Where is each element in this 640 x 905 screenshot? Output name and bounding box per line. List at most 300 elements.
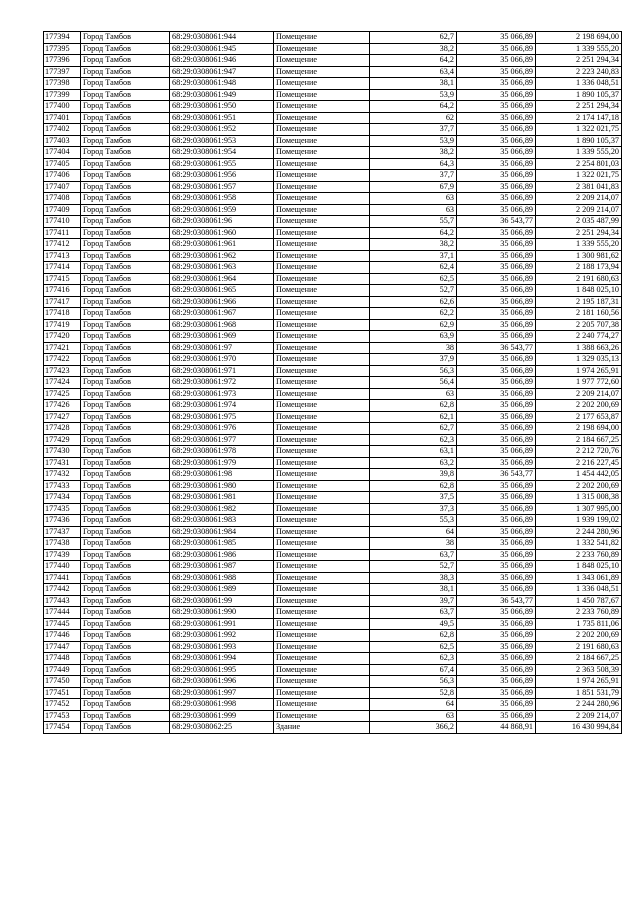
table-row (44, 515, 622, 527)
table-row (44, 308, 622, 320)
specific-value-cell: 35 066,89 (457, 526, 536, 538)
table-row (44, 710, 622, 722)
specific-value-cell: 44 868,91 (457, 722, 536, 734)
locality-cell: Город Тамбов (81, 112, 170, 124)
record-number-cell: 177420 (44, 331, 81, 343)
table-row (44, 158, 622, 170)
cadastral-number-cell: 68:29:0308061:961 (170, 239, 274, 251)
object-type-cell: Помещение (274, 354, 370, 366)
cadastral-number-cell: 68:29:0308061:977 (170, 434, 274, 446)
area-cell: 67,4 (370, 664, 457, 676)
specific-value-cell: 35 066,89 (457, 503, 536, 515)
locality-cell: Город Тамбов (81, 480, 170, 492)
area-cell: 63,4 (370, 66, 457, 78)
area-cell: 63,2 (370, 457, 457, 469)
object-type-cell: Помещение (274, 273, 370, 285)
cadastral-number-cell: 68:29:0308061:968 (170, 319, 274, 331)
table-row (44, 653, 622, 665)
record-number-cell: 177399 (44, 89, 81, 101)
cadastral-number-cell: 68:29:0308061:975 (170, 411, 274, 423)
object-type-cell: Помещение (274, 710, 370, 722)
record-number-cell: 177433 (44, 480, 81, 492)
specific-value-cell: 35 066,89 (457, 607, 536, 619)
area-cell: 62 (370, 112, 457, 124)
area-cell: 39,8 (370, 469, 457, 481)
locality-cell: Город Тамбов (81, 492, 170, 504)
area-cell: 63,7 (370, 549, 457, 561)
locality-cell: Город Тамбов (81, 204, 170, 216)
locality-cell: Город Тамбов (81, 549, 170, 561)
cadastral-number-cell: 68:29:0308061:96 (170, 216, 274, 228)
cadastral-value-cell: 2 251 294,34 (536, 227, 622, 239)
cadastral-number-cell: 68:29:0308061:983 (170, 515, 274, 527)
locality-cell: Город Тамбов (81, 78, 170, 90)
object-type-cell: Помещение (274, 561, 370, 573)
area-cell: 38,2 (370, 147, 457, 159)
cadastral-number-cell: 68:29:0308061:986 (170, 549, 274, 561)
object-type-cell: Помещение (274, 193, 370, 205)
object-type-cell: Помещение (274, 549, 370, 561)
object-type-cell: Помещение (274, 400, 370, 412)
table-row (44, 112, 622, 124)
object-type-cell: Помещение (274, 262, 370, 274)
locality-cell: Город Тамбов (81, 262, 170, 274)
object-type-cell: Помещение (274, 342, 370, 354)
record-number-cell: 177452 (44, 699, 81, 711)
cadastral-value-cell: 1 336 048,51 (536, 584, 622, 596)
cadastral-value-cell: 1 343 061,89 (536, 572, 622, 584)
table-row (44, 66, 622, 78)
area-cell: 55,3 (370, 515, 457, 527)
cadastral-value-cell: 2 251 294,34 (536, 55, 622, 67)
cadastral-number-cell: 68:29:0308061:980 (170, 480, 274, 492)
cadastral-value-cell: 1 450 787,67 (536, 595, 622, 607)
object-type-cell: Помещение (274, 331, 370, 343)
locality-cell: Город Тамбов (81, 273, 170, 285)
cadastral-number-cell: 68:29:0308061:981 (170, 492, 274, 504)
cadastral-number-cell: 68:29:0308061:956 (170, 170, 274, 182)
locality-cell: Город Тамбов (81, 354, 170, 366)
table-row (44, 135, 622, 147)
specific-value-cell: 35 066,89 (457, 193, 536, 205)
cadastral-number-cell: 68:29:0308061:990 (170, 607, 274, 619)
cadastral-number-cell: 68:29:0308061:960 (170, 227, 274, 239)
table-row (44, 273, 622, 285)
specific-value-cell: 35 066,89 (457, 78, 536, 90)
object-type-cell: Помещение (274, 308, 370, 320)
table-row (44, 607, 622, 619)
table-row (44, 446, 622, 458)
cadastral-number-cell: 68:29:0308061:987 (170, 561, 274, 573)
area-cell: 62,5 (370, 641, 457, 653)
locality-cell: Город Тамбов (81, 158, 170, 170)
specific-value-cell: 35 066,89 (457, 89, 536, 101)
locality-cell: Город Тамбов (81, 595, 170, 607)
area-cell: 62,7 (370, 32, 457, 44)
locality-cell: Город Тамбов (81, 664, 170, 676)
record-number-cell: 177405 (44, 158, 81, 170)
area-cell: 55,7 (370, 216, 457, 228)
record-number-cell: 177430 (44, 446, 81, 458)
locality-cell: Город Тамбов (81, 515, 170, 527)
locality-cell: Город Тамбов (81, 365, 170, 377)
area-cell: 62,8 (370, 630, 457, 642)
record-number-cell: 177437 (44, 526, 81, 538)
record-number-cell: 177451 (44, 687, 81, 699)
cadastral-number-cell: 68:29:0308061:967 (170, 308, 274, 320)
table-row (44, 147, 622, 159)
cadastral-value-cell: 2 209 214,07 (536, 193, 622, 205)
object-type-cell: Помещение (274, 388, 370, 400)
area-cell: 38,1 (370, 584, 457, 596)
specific-value-cell: 36 543,77 (457, 469, 536, 481)
specific-value-cell: 35 066,89 (457, 538, 536, 550)
cadastral-value-cell: 2 035 487,99 (536, 216, 622, 228)
cadastral-number-cell: 68:29:0308061:946 (170, 55, 274, 67)
cadastral-value-cell: 2 209 214,07 (536, 388, 622, 400)
object-type-cell: Помещение (274, 480, 370, 492)
specific-value-cell: 35 066,89 (457, 250, 536, 262)
object-type-cell: Помещение (274, 446, 370, 458)
cadastral-value-cell: 2 363 508,39 (536, 664, 622, 676)
specific-value-cell: 35 066,89 (457, 434, 536, 446)
specific-value-cell: 35 066,89 (457, 55, 536, 67)
specific-value-cell: 35 066,89 (457, 32, 536, 44)
cadastral-number-cell: 68:29:0308061:952 (170, 124, 274, 136)
cadastral-value-cell: 1 322 021,75 (536, 170, 622, 182)
specific-value-cell: 35 066,89 (457, 354, 536, 366)
object-type-cell: Помещение (274, 66, 370, 78)
cadastral-number-cell: 68:29:0308061:973 (170, 388, 274, 400)
object-type-cell: Здание (274, 722, 370, 734)
valuation-table-body (44, 32, 622, 734)
table-row (44, 595, 622, 607)
specific-value-cell: 35 066,89 (457, 377, 536, 389)
cadastral-value-cell: 2 195 187,31 (536, 296, 622, 308)
record-number-cell: 177422 (44, 354, 81, 366)
cadastral-value-cell: 1 974 265,91 (536, 676, 622, 688)
locality-cell: Город Тамбов (81, 124, 170, 136)
specific-value-cell: 35 066,89 (457, 618, 536, 630)
record-number-cell: 177443 (44, 595, 81, 607)
record-number-cell: 177435 (44, 503, 81, 515)
cadastral-value-cell: 2 223 240,83 (536, 66, 622, 78)
specific-value-cell: 35 066,89 (457, 561, 536, 573)
cadastral-value-cell: 1 339 555,20 (536, 239, 622, 251)
locality-cell: Город Тамбов (81, 32, 170, 44)
cadastral-number-cell: 68:29:0308061:992 (170, 630, 274, 642)
specific-value-cell: 35 066,89 (457, 147, 536, 159)
area-cell: 53,9 (370, 135, 457, 147)
record-number-cell: 177442 (44, 584, 81, 596)
cadastral-value-cell: 2 202 200,69 (536, 480, 622, 492)
cadastral-number-cell: 68:29:0308061:976 (170, 423, 274, 435)
locality-cell: Город Тамбов (81, 285, 170, 297)
area-cell: 37,1 (370, 250, 457, 262)
area-cell: 38,2 (370, 43, 457, 55)
cadastral-number-cell: 68:29:0308061:991 (170, 618, 274, 630)
cadastral-number-cell: 68:29:0308061:955 (170, 158, 274, 170)
cadastral-value-cell: 1 974 265,91 (536, 365, 622, 377)
object-type-cell: Помещение (274, 147, 370, 159)
specific-value-cell: 35 066,89 (457, 158, 536, 170)
specific-value-cell: 35 066,89 (457, 641, 536, 653)
record-number-cell: 177434 (44, 492, 81, 504)
area-cell: 64 (370, 699, 457, 711)
cadastral-value-cell: 2 216 227,45 (536, 457, 622, 469)
object-type-cell: Помещение (274, 377, 370, 389)
area-cell: 62,4 (370, 262, 457, 274)
area-cell: 38 (370, 342, 457, 354)
cadastral-value-cell: 2 209 214,07 (536, 710, 622, 722)
specific-value-cell: 35 066,89 (457, 285, 536, 297)
record-number-cell: 177408 (44, 193, 81, 205)
locality-cell: Город Тамбов (81, 250, 170, 262)
cadastral-number-cell: 68:29:0308061:965 (170, 285, 274, 297)
area-cell: 62,3 (370, 653, 457, 665)
record-number-cell: 177445 (44, 618, 81, 630)
cadastral-value-cell: 1 890 105,37 (536, 89, 622, 101)
locality-cell: Город Тамбов (81, 469, 170, 481)
cadastral-value-cell: 2 177 653,87 (536, 411, 622, 423)
area-cell: 62,3 (370, 434, 457, 446)
record-number-cell: 177410 (44, 216, 81, 228)
table-row (44, 503, 622, 515)
record-number-cell: 177401 (44, 112, 81, 124)
object-type-cell: Помещение (274, 526, 370, 538)
cadastral-number-cell: 68:29:0308061:945 (170, 43, 274, 55)
table-row (44, 239, 622, 251)
specific-value-cell: 35 066,89 (457, 457, 536, 469)
cadastral-number-cell: 68:29:0308061:948 (170, 78, 274, 90)
cadastral-number-cell: 68:29:0308062:25 (170, 722, 274, 734)
area-cell: 38,2 (370, 239, 457, 251)
cadastral-number-cell: 68:29:0308061:971 (170, 365, 274, 377)
cadastral-value-cell: 2 251 294,34 (536, 101, 622, 113)
cadastral-value-cell: 1 977 772,60 (536, 377, 622, 389)
object-type-cell: Помещение (274, 618, 370, 630)
record-number-cell: 177395 (44, 43, 81, 55)
cadastral-value-cell: 2 233 760,89 (536, 549, 622, 561)
locality-cell: Город Тамбов (81, 607, 170, 619)
locality-cell: Город Тамбов (81, 135, 170, 147)
object-type-cell: Помещение (274, 101, 370, 113)
object-type-cell: Помещение (274, 699, 370, 711)
specific-value-cell: 35 066,89 (457, 572, 536, 584)
object-type-cell: Помещение (274, 423, 370, 435)
table-row (44, 227, 622, 239)
locality-cell: Город Тамбов (81, 676, 170, 688)
cadastral-value-cell: 2 381 041,83 (536, 181, 622, 193)
object-type-cell: Помещение (274, 55, 370, 67)
cadastral-value-cell: 2 202 200,69 (536, 400, 622, 412)
cadastral-value-cell: 2 233 760,89 (536, 607, 622, 619)
cadastral-value-cell: 1 939 199,02 (536, 515, 622, 527)
object-type-cell: Помещение (274, 181, 370, 193)
table-row (44, 699, 622, 711)
table-row (44, 411, 622, 423)
cadastral-value-cell: 2 209 214,07 (536, 204, 622, 216)
table-row (44, 423, 622, 435)
table-row (44, 469, 622, 481)
table-row (44, 216, 622, 228)
table-row (44, 354, 622, 366)
record-number-cell: 177404 (44, 147, 81, 159)
cadastral-number-cell: 68:29:0308061:996 (170, 676, 274, 688)
specific-value-cell: 35 066,89 (457, 262, 536, 274)
object-type-cell: Помещение (274, 572, 370, 584)
record-number-cell: 177444 (44, 607, 81, 619)
specific-value-cell: 35 066,89 (457, 319, 536, 331)
cadastral-number-cell: 68:29:0308061:953 (170, 135, 274, 147)
object-type-cell: Помещение (274, 78, 370, 90)
record-number-cell: 177441 (44, 572, 81, 584)
specific-value-cell: 35 066,89 (457, 446, 536, 458)
area-cell: 62,9 (370, 319, 457, 331)
area-cell: 49,5 (370, 618, 457, 630)
cadastral-value-cell: 2 191 680,63 (536, 641, 622, 653)
object-type-cell: Помещение (274, 239, 370, 251)
area-cell: 37,5 (370, 492, 457, 504)
object-type-cell: Помещение (274, 411, 370, 423)
specific-value-cell: 35 066,89 (457, 699, 536, 711)
locality-cell: Город Тамбов (81, 216, 170, 228)
record-number-cell: 177413 (44, 250, 81, 262)
table-row (44, 676, 622, 688)
cadastral-number-cell: 68:29:0308061:982 (170, 503, 274, 515)
cadastral-number-cell: 68:29:0308061:949 (170, 89, 274, 101)
locality-cell: Город Тамбов (81, 101, 170, 113)
record-number-cell: 177429 (44, 434, 81, 446)
locality-cell: Город Тамбов (81, 239, 170, 251)
locality-cell: Город Тамбов (81, 193, 170, 205)
cadastral-number-cell: 68:29:0308061:98 (170, 469, 274, 481)
specific-value-cell: 35 066,89 (457, 181, 536, 193)
area-cell: 64,2 (370, 55, 457, 67)
locality-cell: Город Тамбов (81, 572, 170, 584)
record-number-cell: 177402 (44, 124, 81, 136)
locality-cell: Город Тамбов (81, 342, 170, 354)
record-number-cell: 177426 (44, 400, 81, 412)
record-number-cell: 177396 (44, 55, 81, 67)
area-cell: 62,7 (370, 423, 457, 435)
cadastral-number-cell: 68:29:0308061:963 (170, 262, 274, 274)
locality-cell: Город Тамбов (81, 296, 170, 308)
cadastral-number-cell: 68:29:0308061:972 (170, 377, 274, 389)
table-row (44, 296, 622, 308)
table-row (44, 526, 622, 538)
table-row (44, 101, 622, 113)
specific-value-cell: 35 066,89 (457, 239, 536, 251)
table-row (44, 262, 622, 274)
specific-value-cell: 35 066,89 (457, 400, 536, 412)
specific-value-cell: 35 066,89 (457, 331, 536, 343)
cadastral-number-cell: 68:29:0308061:970 (170, 354, 274, 366)
record-number-cell: 177398 (44, 78, 81, 90)
record-number-cell: 177418 (44, 308, 81, 320)
locality-cell: Город Тамбов (81, 687, 170, 699)
record-number-cell: 177411 (44, 227, 81, 239)
locality-cell: Город Тамбов (81, 446, 170, 458)
table-row (44, 630, 622, 642)
record-number-cell: 177439 (44, 549, 81, 561)
cadastral-number-cell: 68:29:0308061:954 (170, 147, 274, 159)
specific-value-cell: 35 066,89 (457, 549, 536, 561)
cadastral-number-cell: 68:29:0308061:999 (170, 710, 274, 722)
area-cell: 62,2 (370, 308, 457, 320)
area-cell: 366,2 (370, 722, 457, 734)
object-type-cell: Помещение (274, 630, 370, 642)
specific-value-cell: 36 543,77 (457, 595, 536, 607)
table-row (44, 365, 622, 377)
table-row (44, 664, 622, 676)
record-number-cell: 177425 (44, 388, 81, 400)
area-cell: 52,7 (370, 285, 457, 297)
area-cell: 53,9 (370, 89, 457, 101)
cadastral-number-cell: 68:29:0308061:989 (170, 584, 274, 596)
specific-value-cell: 35 066,89 (457, 687, 536, 699)
cadastral-value-cell: 1 339 555,20 (536, 147, 622, 159)
area-cell: 38,1 (370, 78, 457, 90)
area-cell: 64,3 (370, 158, 457, 170)
object-type-cell: Помещение (274, 158, 370, 170)
table-row (44, 538, 622, 550)
table-row (44, 250, 622, 262)
object-type-cell: Помещение (274, 250, 370, 262)
specific-value-cell: 36 543,77 (457, 216, 536, 228)
table-row (44, 561, 622, 573)
object-type-cell: Помещение (274, 492, 370, 504)
table-row (44, 400, 622, 412)
cadastral-number-cell: 68:29:0308061:958 (170, 193, 274, 205)
record-number-cell: 177419 (44, 319, 81, 331)
record-number-cell: 177428 (44, 423, 81, 435)
record-number-cell: 177412 (44, 239, 81, 251)
specific-value-cell: 35 066,89 (457, 411, 536, 423)
specific-value-cell: 36 543,77 (457, 342, 536, 354)
object-type-cell: Помещение (274, 687, 370, 699)
table-row (44, 480, 622, 492)
locality-cell: Город Тамбов (81, 699, 170, 711)
area-cell: 62,1 (370, 411, 457, 423)
cadastral-number-cell: 68:29:0308061:950 (170, 101, 274, 113)
object-type-cell: Помещение (274, 653, 370, 665)
table-row (44, 492, 622, 504)
cadastral-value-cell: 1 388 663,26 (536, 342, 622, 354)
locality-cell: Город Тамбов (81, 55, 170, 67)
cadastral-value-cell: 2 205 707,38 (536, 319, 622, 331)
object-type-cell: Помещение (274, 216, 370, 228)
cadastral-number-cell: 68:29:0308061:978 (170, 446, 274, 458)
table-row (44, 89, 622, 101)
record-number-cell: 177447 (44, 641, 81, 653)
cadastral-value-cell: 2 198 694,00 (536, 32, 622, 44)
table-row (44, 193, 622, 205)
object-type-cell: Помещение (274, 365, 370, 377)
cadastral-value-cell: 1 851 531,79 (536, 687, 622, 699)
record-number-cell: 177416 (44, 285, 81, 297)
table-row (44, 43, 622, 55)
record-number-cell: 177450 (44, 676, 81, 688)
record-number-cell: 177431 (44, 457, 81, 469)
cadastral-value-cell: 1 339 555,20 (536, 43, 622, 55)
area-cell: 38,3 (370, 572, 457, 584)
cadastral-value-cell: 16 430 994,84 (536, 722, 622, 734)
locality-cell: Город Тамбов (81, 618, 170, 630)
cadastral-number-cell: 68:29:0308061:984 (170, 526, 274, 538)
area-cell: 63,7 (370, 607, 457, 619)
area-cell: 64 (370, 526, 457, 538)
